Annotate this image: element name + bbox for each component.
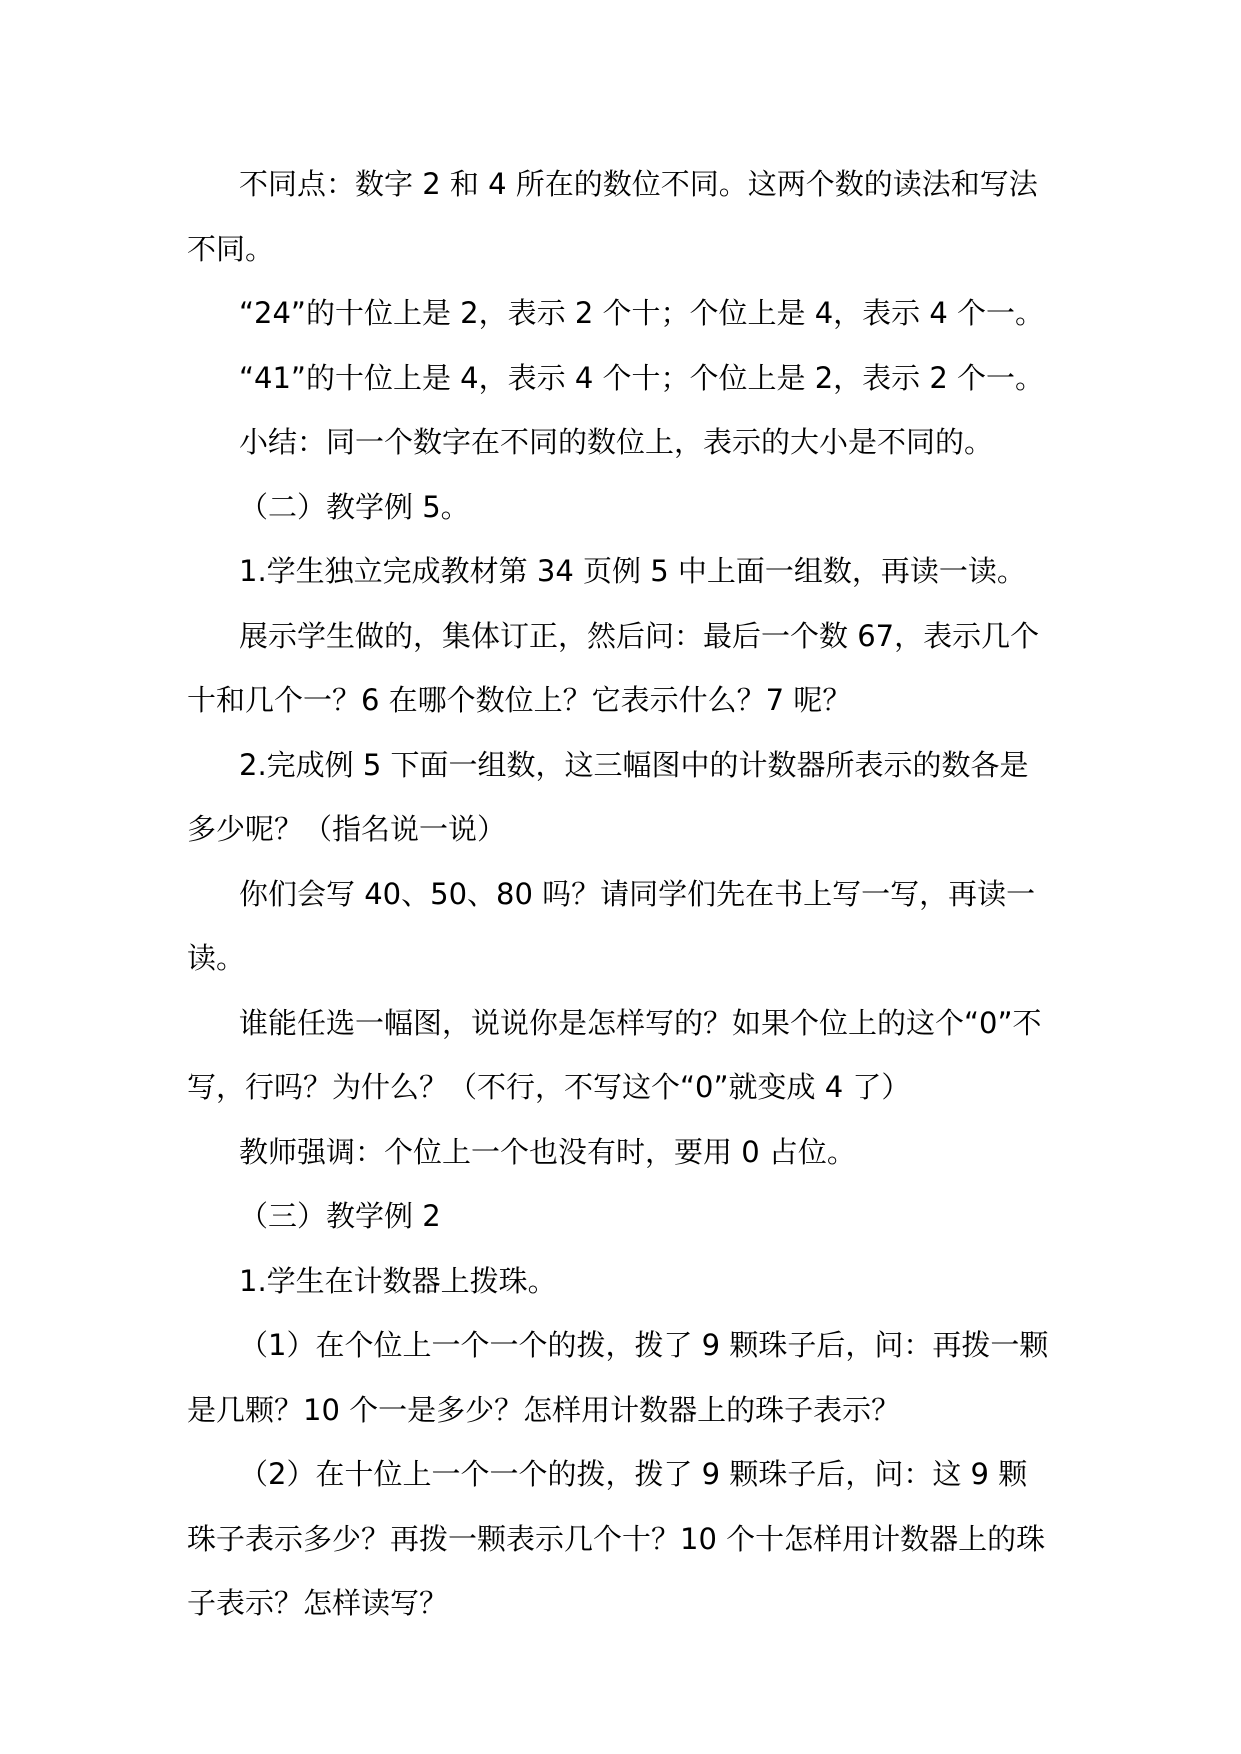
document-page — [187, 152, 1053, 1636]
paragraph-summary: 小结：同一个数字在不同的数位上，表示的大小是不同的。 — [239, 425, 994, 459]
paragraph-teacher-emphasis: 教师强调：个位上一个也没有时，要用 0 占位。 — [239, 1134, 856, 1169]
paragraph-tens-place: （2）在十位上一个一个的拨，拨了 9 颗珠子后，问：这 9 颗珠子表示多少？再拨一颗表示几个十？10 个十怎样用计数器上的珠子表示？怎样读写？ — [187, 1457, 1046, 1620]
paragraph-abacus: 1.学生在计数器上拨珠。 — [239, 1263, 557, 1298]
paragraph-ones-place: （1）在个位上一个一个的拨，拨了 9 颗珠子后，问：再拨一颗是几颗？10 个一是多少？怎样用计数器上的珠子表示？ — [187, 1328, 1049, 1427]
paragraph-show-and-ask: 展示学生做的，集体订正，然后问：最后一个数 67，表示几个十和几个一？6 在哪个数位上？它表示什么？7 呢？ — [187, 618, 1040, 717]
paragraph-zero-question: 谁能任选一幅图，说说你是怎样写的？如果个位上的这个“0”不写，行吗？为什么？（不行，不写这个“0”就变成 4 了） — [187, 1005, 1042, 1104]
paragraph-step-1: 1.学生独立完成教材第 34 页例 5 中上面一组数，再读一读。 — [239, 554, 1026, 588]
section-heading-example-5: （二）教学例 5。 — [239, 489, 470, 524]
paragraph-41-meaning: “41”的十位上是 4，表示 4 个十；个位上是 2，表示 2 个一。 — [239, 360, 1045, 395]
paragraph-step-2: 2.完成例 5 下面一组数，这三幅图中的计数器所表示的数各是多少呢？（指名说一说） — [187, 747, 1029, 846]
paragraph-24-meaning: “24”的十位上是 2，表示 2 个十；个位上是 4，表示 4 个一。 — [239, 296, 1045, 330]
paragraph-write-numbers: 你们会写 40、50、80 吗？请同学们先在书上写一写，再读一读。 — [187, 876, 1036, 975]
paragraph-difference: 不同点：数字 2 和 4 所在的数位不同。这两个数的读法和写法不同。 — [187, 167, 1038, 266]
section-heading-example-2: （三）教学例 2 — [239, 1199, 441, 1233]
